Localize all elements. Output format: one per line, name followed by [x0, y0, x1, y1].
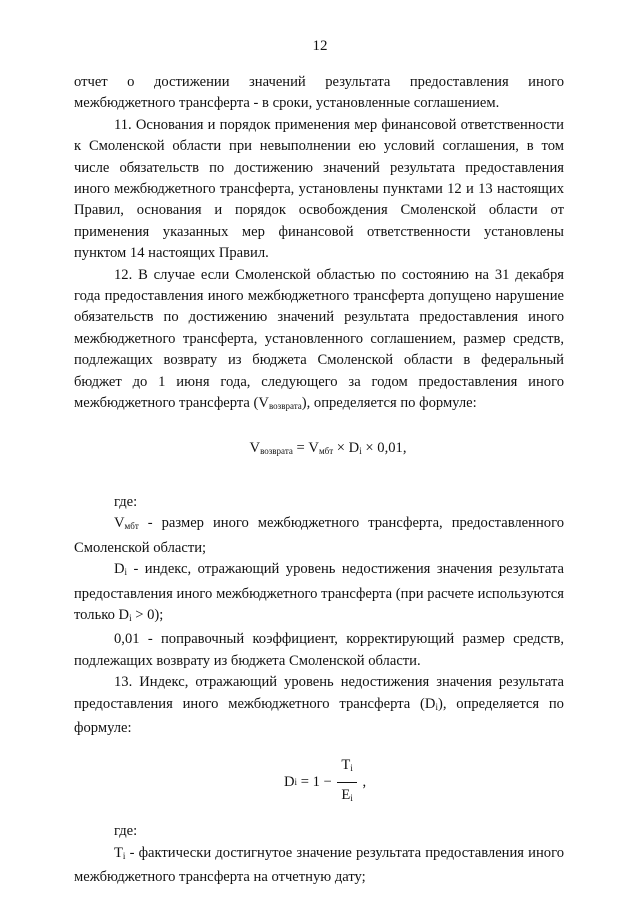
paragraph-13: 13. Индекс, отражающий уровень недостижения значения результата предоставления иного межбюджетного трансферта $(D_i)$, определяется по формуле:: [74, 674, 564, 736]
paragraph-12: 12. В случае если Смоленской областью по состоянию на 31 декабря года предоставления иного межбюджетного трансферта допущено нарушение обязательств по достижению значений результата предоставления иного межбюджетного трансферта, установленного соглашением, размер средств, подлежащих возврату из бюджета Смоленской области в федеральный бюджет до 1 июня года, следующего за годом предоставления иного межбюджетного трансферта $(V_{возврата})$, определяется по формуле:: [74, 266, 564, 412]
page-number: 12: [312, 38, 328, 54]
formula-return-amount: $V_{возврата} = V_{мбт} \times D_i \times 0,01$,: [249, 439, 407, 456]
where-label-2: где:: [114, 823, 138, 840]
definition-coefficient: 0,01 - поправочный коэффициент, корректирующий размер средств, подлежащих возврату из бюджета Смоленской области.: [74, 631, 564, 669]
document-body: [74, 72, 564, 889]
formula-index: D i = 1 − $\frac{T_i}{E_i}$ ,: [74, 745, 564, 809]
paragraph-report-deadline: отчет о достижении значений результата предоставления иного межбюджетного трансферта - в сроки, установленные соглашением.: [74, 74, 564, 112]
paragraph-11: 11. Основания и порядок применения мер финансовой ответственности к Смоленской области при невыполнении ею условий соглашения, в том числе обязательств по достижению значений результата предоставления иного межбюджетного трансферта, установлены пунктами 12 и 13 настоящих Правил, основания и порядок освобождения Смоленской области от применения указанных мер финансовой ответственности установлены пунктом 14 настоящих Правил.: [74, 116, 564, 262]
definition-di: $D_i$ - индекс, отражающий уровень недостижения значения результата предоставления иного межбюджетного трансферта (при расчете используются только $D_i > 0$);: [74, 561, 564, 623]
definition-vmbt: $V_{мбт}$ - размер иного межбюджетного трансферта, предоставленного Смоленской области;: [74, 515, 564, 556]
definition-ti: $T_i$ - фактически достигнутое значение результата предоставления иного межбюджетного трансферта на отчетную дату;: [74, 844, 564, 886]
fraction: $\frac{T_i}{E_i}$: [337, 755, 356, 809]
where-label-1: где:: [114, 493, 138, 510]
